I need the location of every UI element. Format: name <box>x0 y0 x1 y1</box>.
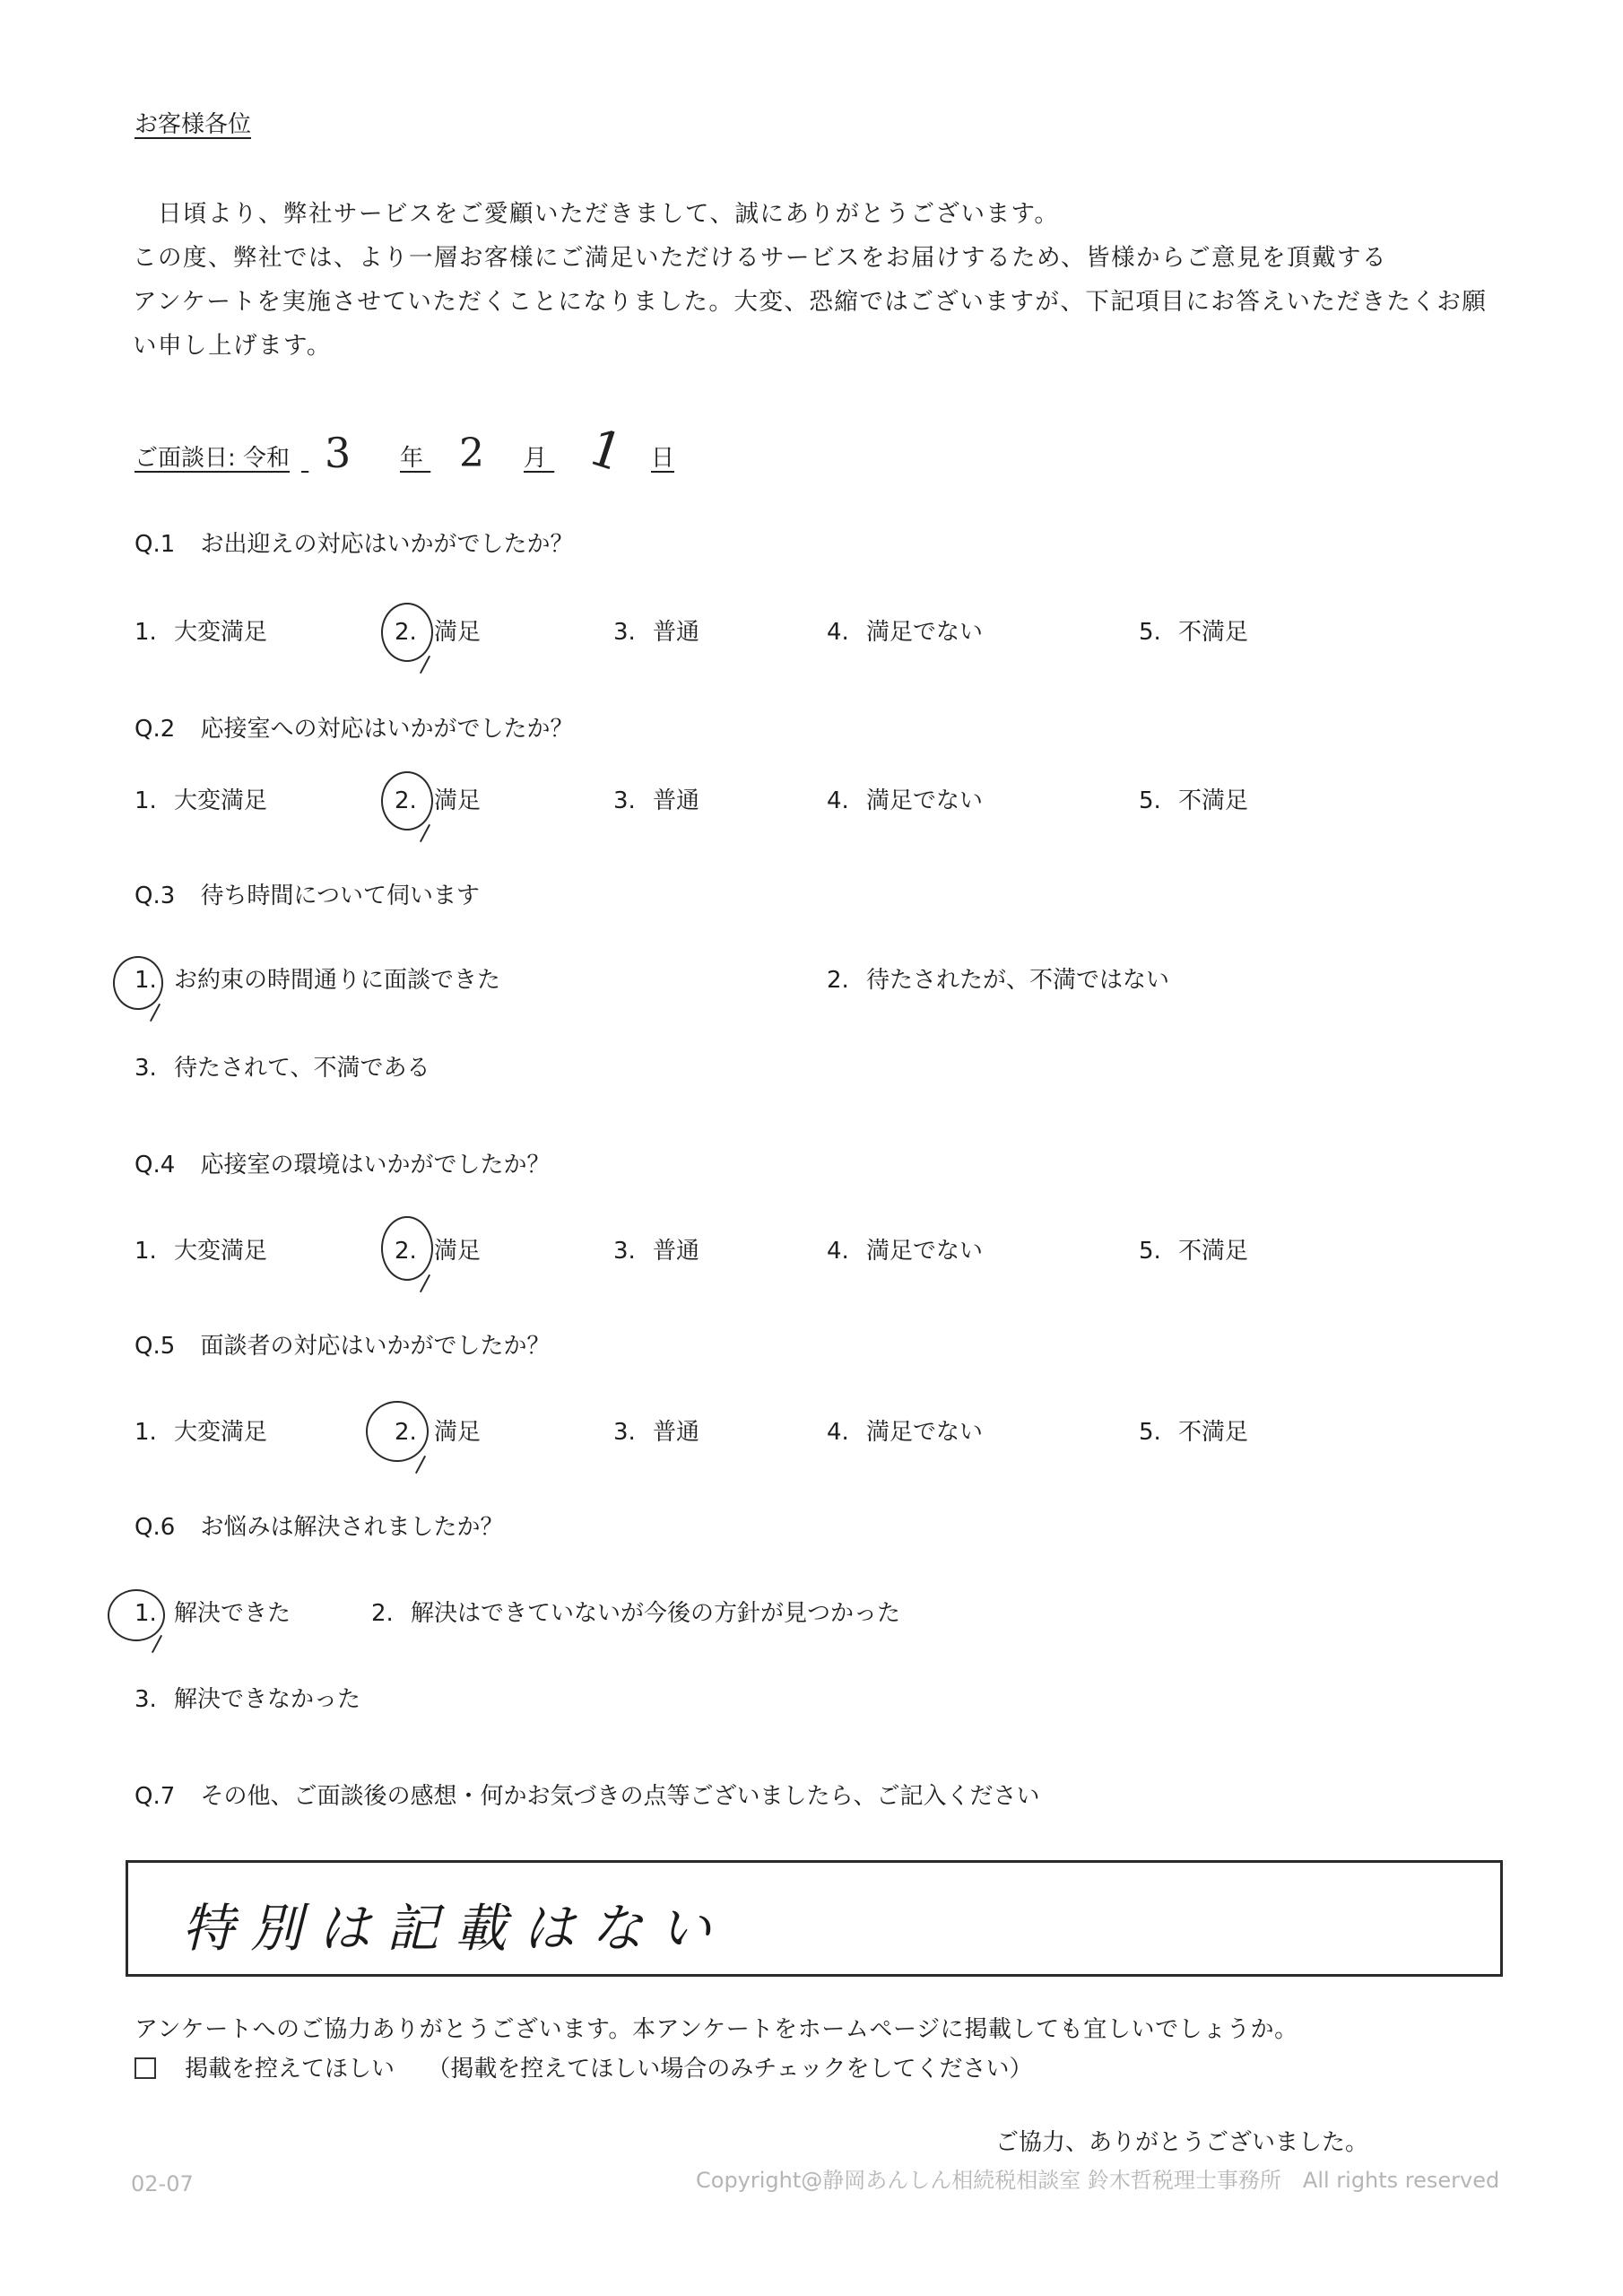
question-number: Q.4 <box>135 1152 176 1178</box>
question-2 <box>135 714 574 744</box>
q2-answer-circle-mark <box>381 771 433 831</box>
checkbox-label: 掲載を控えてほしい <box>185 2056 395 2083</box>
q4-answer-circle-mark <box>381 1216 433 1281</box>
q2-option-5[interactable]: 5. 不満足 <box>1139 787 1249 814</box>
copyright-notice: Copyright@静岡あんしん相続税相談室 鈴木哲税理士事務所 All rights reserved <box>696 2168 1500 2193</box>
q5-answer-circle-mark <box>366 1401 429 1462</box>
q4-option-3[interactable]: 3. 普通 <box>613 1238 700 1265</box>
q4-option-1[interactable]: 1. 大変満足 <box>135 1238 268 1265</box>
question-number: Q.2 <box>135 716 176 743</box>
q5-option-1[interactable]: 1. 大変満足 <box>135 1419 268 1446</box>
interview-month-handwritten: 2 <box>459 430 484 476</box>
q3-option-2[interactable]: 2. 待たされたが、不満ではない <box>827 967 1170 994</box>
salutation: お客様各位 <box>135 111 252 138</box>
question-text: 応接室の環境はいかがでしたか？ <box>200 1152 551 1178</box>
question-number: Q.1 <box>135 531 176 558</box>
q1-option-4[interactable]: 4. 満足でない <box>827 619 984 646</box>
question-text: お悩みは解決されましたか？ <box>200 1514 504 1541</box>
q4-option-5[interactable]: 5. 不満足 <box>1139 1238 1249 1265</box>
intro-line: い申し上げます。 <box>133 332 332 360</box>
q2-option-4[interactable]: 4. 満足でない <box>827 787 984 814</box>
q6-option-3[interactable]: 3. 解決できなかった <box>135 1686 361 1713</box>
q4-option-2[interactable]: 2. 満足 <box>395 1238 482 1265</box>
interview-day-unit: 日 <box>651 445 675 472</box>
question-6 <box>135 1512 504 1543</box>
question-1 <box>135 529 574 560</box>
q6-option-1[interactable]: 1. 解決できた <box>135 1600 291 1627</box>
thanks-message: ご協力、ありがとうございました。 <box>995 2129 1369 2156</box>
question-number: Q.3 <box>135 883 176 909</box>
q3-answer-circle-mark <box>113 956 163 1010</box>
q1-option-3[interactable]: 3. 普通 <box>613 619 700 646</box>
q2-option-3[interactable]: 3. 普通 <box>613 787 700 814</box>
q5-option-5[interactable]: 5. 不満足 <box>1139 1419 1249 1446</box>
question-text: 待ち時間について伺います <box>200 883 481 909</box>
q2-option-1[interactable]: 1. 大変満足 <box>135 787 268 814</box>
question-text: お出迎えの対応はいかがでしたか？ <box>200 531 574 558</box>
intro-paragraph <box>133 192 1514 368</box>
question-5 <box>135 1331 551 1361</box>
question-text: 面談者の対応はいかがでしたか？ <box>200 1333 551 1360</box>
question-number: Q.7 <box>135 1783 176 1810</box>
q1-option-1[interactable]: 1. 大変満足 <box>135 619 268 646</box>
interview-date-label: ご面談日: 令和 <box>135 445 291 472</box>
q6-option-2[interactable]: 2. 解決はできていないが今後の方針が見つかった <box>371 1600 901 1627</box>
q4-option-4[interactable]: 4. 満足でない <box>827 1238 984 1265</box>
checkbox-note: （掲載を控えてほしい場合のみチェックをしてください） <box>427 2056 1033 2083</box>
comment-box[interactable] <box>126 1860 1503 1977</box>
question-7 <box>135 1781 1040 1812</box>
handwritten-comment: 特別は記載はない <box>182 1898 728 1959</box>
question-number: Q.5 <box>135 1333 176 1360</box>
q5-option-4[interactable]: 4. 満足でない <box>827 1419 984 1446</box>
question-text: 応接室への対応はいかがでしたか？ <box>200 716 574 743</box>
q3-option-3[interactable]: 3. 待たされて、不満である <box>135 1055 430 1082</box>
interview-year-handwritten: 3 <box>325 429 352 477</box>
question-number: Q.6 <box>135 1514 176 1541</box>
q6-answer-circle-mark <box>108 1589 165 1641</box>
intro-line: 日頃より、弊社サービスをご愛顧いただきまして、誠にありがとうございます。 <box>133 200 1060 228</box>
q1-option-2[interactable]: 2. 満足 <box>395 619 482 646</box>
q5-option-2[interactable]: 2. 満足 <box>395 1419 482 1446</box>
interview-year-unit: 年 <box>400 445 424 472</box>
q1-option-5[interactable]: 5. 不満足 <box>1139 619 1249 646</box>
intro-line: アンケートを実施させていただくことになりました。大変、恐縮ではございますが、下記項目にお答えいただきたくお願 <box>133 288 1488 316</box>
q5-option-3[interactable]: 3. 普通 <box>613 1419 700 1446</box>
question-4 <box>135 1150 551 1180</box>
form-code: 02-07 <box>131 2171 194 2196</box>
publish-question: アンケートへのご協力ありがとうございます。本アンケートをホームページに掲載しても宜しいでしょうか。 <box>135 2016 1298 2043</box>
intro-line: この度、弊社では、より一層お客様にご満足いただけるサービスをお届けするため、皆様からご意見を頂戴する <box>133 244 1387 272</box>
q2-option-2[interactable]: 2. 満足 <box>395 787 482 814</box>
interview-month-unit: 月 <box>524 445 548 472</box>
interview-day-handwritten: 1 <box>581 418 630 483</box>
q3-option-1[interactable]: 1. お約束の時間通りに面談できた <box>135 967 501 994</box>
question-3 <box>135 881 480 911</box>
publish-checkbox-row <box>135 2054 1033 2084</box>
question-text: その他、ご面談後の感想・何かお気づきの点等ございましたら、ご記入ください <box>200 1783 1040 1810</box>
q1-answer-circle-mark <box>381 603 433 662</box>
publish-opt-out-checkbox[interactable] <box>135 2057 156 2079</box>
